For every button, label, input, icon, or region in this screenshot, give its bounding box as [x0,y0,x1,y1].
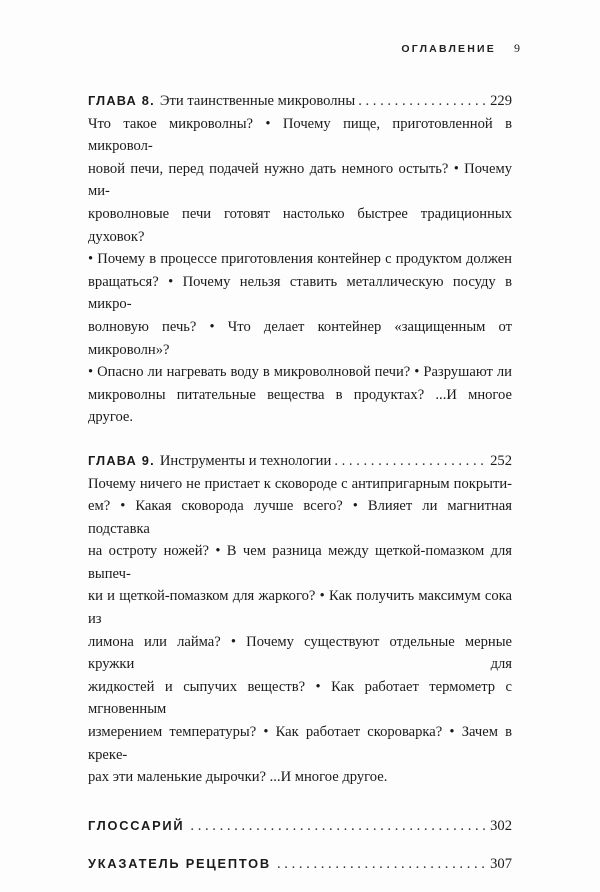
chapter-label: ГЛАВА 9. [88,452,155,468]
chapter-page-number: 252 [490,452,512,469]
glossary-label: ГЛОССАРИЙ [88,817,185,833]
summary-line: измерением температуры? • Как работает скороварка? • Зачем в крекe- [88,724,512,763]
running-head [80,41,520,56]
summary-line: волновую печь? • Что делает контейнер «защищенным от микроволн»? [88,318,512,358]
summary-line: лимона или лайма? • Почему существуют отдельные мерные кружки для [88,633,512,673]
summary-line: жидкостей и сыпучих веществ? • Как работает термометр с мгновенным [88,678,512,718]
chapter-summary [88,473,512,789]
toc-entry-heading[interactable] [88,853,512,876]
summary-line: ки и щеткой-помазком для жаркого? • Как получить максимум сока из [88,588,512,628]
chapter-summary [88,113,512,429]
toc-entry-chapter-9 [88,450,512,789]
glossary-page-number: 302 [490,817,512,834]
summary-line: Почему ничего не пристает к сковороде с антипригарным покрыти- [88,475,512,492]
summary-line: новой печи, перед подачей нужно дать немного остыть? • Почему ми- [88,160,512,200]
summary-line: кроволновые печи готовят настолько быстрее традиционных духовок? [88,205,512,245]
toc-entry-heading[interactable] [88,90,512,113]
chapter-label: ГЛАВА 8. [88,93,155,108]
page-number: 9 [514,41,520,55]
summary-line: рах эти маленькие дырочки? ...И многое другое. [88,769,388,786]
dot-leader [358,90,488,113]
section-title: ОГЛАВЛЕНИЕ [401,43,496,55]
toc-entry-heading[interactable] [88,450,512,473]
chapter-title: Инструменты и технологии [159,452,332,469]
summary-line: ем? • Какая сковорода лучше всего? • Влияет ли магнитная подставка [88,498,512,537]
recipe-index-page-number: 307 [490,856,512,873]
dot-leader [277,853,488,876]
summary-line: на остроту ножей? • В чем разница между щеткой-помазком для выпеч- [88,543,512,582]
toc-entry-recipe-index [88,853,512,876]
summary-line: микроволны питательные вещества в продуктах? ...И многое другое. [88,386,512,426]
dot-leader [190,815,488,838]
summary-line: вращаться? • Почему нельзя ставить металлическую посуду в микро- [88,273,512,313]
toc-entry-heading[interactable] [88,815,512,838]
toc-entry-glossary [88,815,512,838]
recipe-index-label: УКАЗАТЕЛЬ РЕЦЕПТОВ [88,856,271,872]
summary-line: • Опасно ли нагревать воду в микроволновой печи? • Разрушают ли [88,364,512,381]
toc-entry-chapter-8 [88,90,512,429]
table-of-contents [88,90,512,892]
summary-line: • Почему в процессе приготовления контейнер с продуктом должен [88,251,512,268]
dot-leader [334,450,488,473]
chapter-page-number: 229 [490,93,512,109]
summary-line: Что такое микроволны? • Почему пище, приготовленной в микровол- [88,115,512,155]
chapter-title: Эти таинственные микроволны [159,93,356,109]
